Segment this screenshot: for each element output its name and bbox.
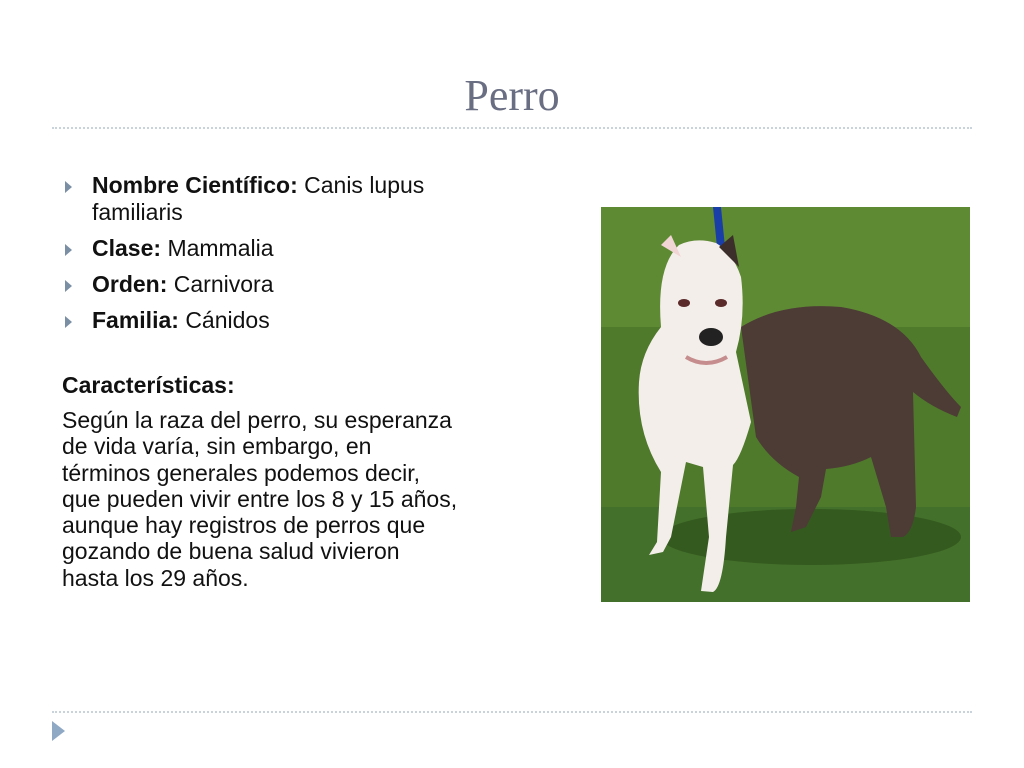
slide-title: Perro (464, 71, 560, 120)
fact-value: Carnivora (173, 271, 274, 297)
fact-value: Mammalia (167, 235, 274, 261)
characteristics-heading: Características: (62, 372, 235, 398)
bullet-arrow-icon (65, 244, 72, 256)
fact-label: Familia: (92, 307, 179, 333)
top-divider (52, 127, 972, 129)
fact-value: Canis lupus familiaris (92, 172, 425, 225)
facts-list (62, 172, 462, 343)
fact-label: Clase: (92, 235, 162, 261)
fact-label: Orden: (92, 271, 168, 297)
bullet-arrow-icon (65, 280, 72, 292)
dog-photo (601, 207, 970, 602)
dog-illustration (601, 207, 970, 602)
list-item (62, 172, 462, 226)
fact-value: Cánidos (185, 307, 270, 333)
bullet-arrow-icon (65, 181, 72, 193)
bottom-divider (52, 711, 972, 713)
fact-label: Nombre Científico: (92, 172, 298, 198)
list-item (62, 307, 462, 334)
bullet-arrow-icon (65, 316, 72, 328)
next-slide-icon[interactable] (52, 721, 65, 741)
list-item (62, 271, 462, 298)
characteristics-text: Según la raza del perro, su esperanza de vida varía, sin embargo, en términos generales podemos decir, que pueden vivir entre los 8 y 15 años, aunque hay registros de perros que gozando de buena salud vivieron hasta los 29 años. (62, 407, 458, 591)
list-item (62, 235, 462, 262)
